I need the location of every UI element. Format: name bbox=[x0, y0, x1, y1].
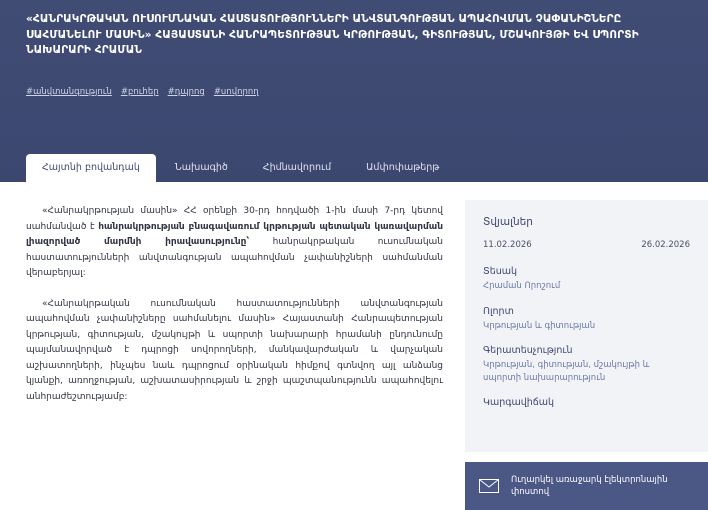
info-card-title: Տվյալներ bbox=[483, 216, 533, 228]
field-status-value bbox=[483, 411, 690, 415]
info-card bbox=[465, 200, 708, 452]
tag-item-3[interactable]: #սովորող bbox=[213, 86, 259, 97]
paragraph-1-part-1: «Հանրակրթության մասին» ՀՀ օրենքի 30-րդ հոդվածի 1-ին մասի 7-րդ կետով սահմանված է bbox=[26, 206, 443, 232]
field-type-value: Հրաման Որոշում bbox=[483, 281, 561, 291]
tab-bar bbox=[26, 154, 455, 182]
tag-item-2[interactable]: #դպրոց bbox=[167, 86, 205, 97]
page-header bbox=[0, 0, 708, 182]
tag-list bbox=[26, 87, 682, 97]
paragraph-2-part-1: «Հանրակրթական ուսումնական հաստատությունների անվտանգության ապահովման չափանիշները սահմանելու մասին» Հայաստանի Հանրապետության կրթության, գիտության, մշակույթի և սպորտի նախարարի հրամանի ընդունումը պայմանավորված է դպրոցի սովորողների, մանկավարժական և վարչական աշխատողների, ինչպես նաև դպրոցում օրինական հիմքով գտնվող այլ անձանց կյանքի, առողջության, աշխատասիրության և շրջի պաշտպանությունն ապահովելու անհրաժեշտությամբ: bbox=[26, 298, 443, 402]
paragraph-1-part-3: հանրակրթական ուսումնական հաստատությունների անվտանգության ապահովման չափանիշների սահմանման վերաբերյալ: bbox=[26, 237, 443, 278]
date-range bbox=[483, 240, 690, 250]
field-status-label: Կարգավիճակ bbox=[483, 397, 555, 408]
tag-item-1[interactable]: #բուհեր bbox=[120, 86, 159, 97]
envelope-icon bbox=[479, 479, 499, 493]
page-title: «ՀԱՆՐԱԿՐԹԱԿԱՆ ՈՒՍՈՒՄՆԱԿԱՆ ՀԱՍՏԱՏՈՒԹՅՈՒՆՆԵՐԻ ԱՆՎՏԱՆԳՈՒԹՅԱՆ ԱՊԱՀՈՎՄԱՆ ՉԱՓԱՆԻՇՆԵՐԸ ՍԱՀՄԱՆԵԼՈՒ ՄԱՍԻՆ» ՀԱՅԱՍՏԱՆԻ ՀԱՆՐԱՊԵՏՈՒԹՅԱՆ ԿՐԹՈՒԹՅԱՆ, ԳԻՏՈՒԹՅԱՆ, ՄՇԱԿՈՒՅԹԻ ԵՎ ՍՊՈՐՏԻ ՆԱԽԱՐԱՐԻ ՀՐԱՄԱՆ bbox=[26, 13, 639, 56]
field-sector-label: Ոլորտ bbox=[483, 305, 514, 317]
date-start: 11.02.2026 bbox=[483, 240, 532, 250]
sidebar bbox=[465, 182, 708, 507]
send-proposal-label: Ուղարկել առաջարկ էլեկտրոնային փոստով bbox=[511, 475, 668, 497]
field-agency-value: Կրթության, գիտության, մշակույթի և սպորտի նախարարություն bbox=[483, 360, 650, 383]
field-agency bbox=[483, 345, 690, 384]
tab-justification[interactable]: Հիմնավորում bbox=[262, 162, 332, 173]
field-type-label: Տեսակ bbox=[483, 266, 518, 277]
date-end: 26.02.2026 bbox=[641, 240, 690, 250]
paragraph-1-part-2: հանրակրթության բնագավառում կրթության պետական կառավարման լիազորված մարմնի իրավասությունը՝ bbox=[26, 221, 444, 247]
page-body bbox=[0, 182, 708, 507]
main-content bbox=[0, 182, 465, 507]
tag-item-0[interactable]: #անվտանգություն bbox=[26, 86, 112, 97]
field-status bbox=[483, 397, 690, 415]
field-sector-value: Կրթության և գիտության bbox=[483, 320, 596, 331]
field-sector bbox=[483, 306, 690, 333]
field-type bbox=[483, 266, 690, 293]
send-proposal-button[interactable] bbox=[465, 462, 708, 510]
paragraph-1 bbox=[26, 204, 443, 282]
paragraph-2 bbox=[26, 297, 443, 406]
field-agency-label: Գերատեսչություն bbox=[483, 345, 573, 356]
tab-summary[interactable]: Հայտնի բովանդակ bbox=[26, 154, 156, 182]
tab-draft[interactable]: Նախագիծ bbox=[174, 162, 228, 173]
tab-summary-sheet[interactable]: Ամփոփաթերթ bbox=[366, 162, 440, 173]
